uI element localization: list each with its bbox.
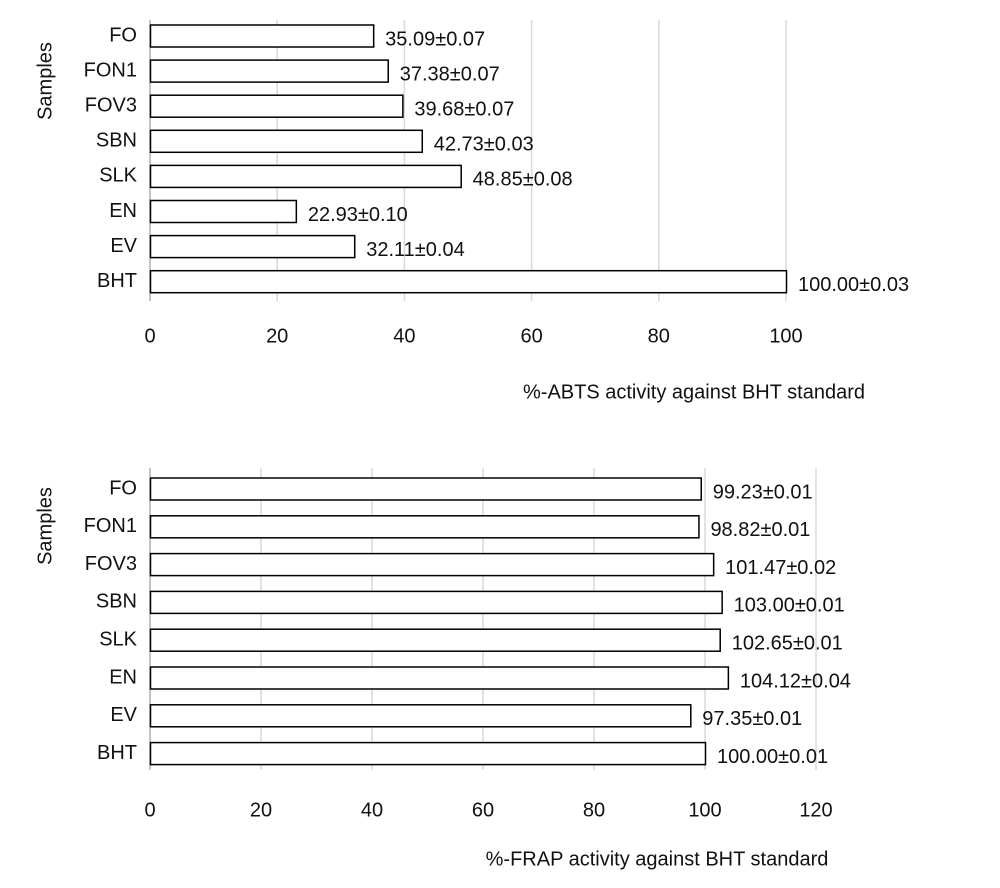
abts-data-label: 42.73±0.03 (433, 133, 534, 156)
abts-category-label: FO (109, 24, 137, 47)
abts-data-label: 22.93±0.10 (307, 203, 408, 226)
abts-bar-sbn (151, 130, 423, 152)
frap-bar-fov3 (151, 554, 714, 576)
abts-bar-bht (151, 271, 787, 293)
abts-data-label: 32.11±0.04 (366, 238, 465, 261)
frap-chart (34, 468, 851, 870)
frap-data-label: 98.82±0.01 (710, 519, 811, 542)
abts-bar-fon1 (151, 60, 389, 82)
frap-data-label: 100.00±0.01 (717, 745, 829, 768)
frap-category-label: FON1 (83, 515, 137, 538)
abts-category-label: BHT (97, 269, 137, 292)
abts-data-label: 48.85±0.08 (472, 168, 573, 191)
abts-bar-fo (151, 25, 374, 47)
frap-category-label: FO (109, 477, 137, 500)
abts-bar-fov3 (151, 95, 403, 117)
frap-data-labels (702, 481, 851, 768)
frap-data-label: 97.35±0.01 (702, 708, 803, 731)
abts-data-label: 37.38±0.07 (399, 63, 500, 86)
abts-x-tick-label: 40 (393, 325, 416, 348)
abts-category-labels (84, 24, 138, 292)
abts-bar-ev (151, 236, 355, 258)
frap-category-label: EN (109, 666, 137, 689)
abts-chart (34, 20, 909, 403)
abts-category-label: FON1 (83, 59, 137, 82)
frap-category-label: BHT (97, 741, 137, 764)
frap-data-label: 102.65±0.01 (731, 632, 843, 655)
abts-x-tick-label: 20 (266, 325, 289, 348)
frap-x-ticks (144, 799, 832, 821)
frap-bars (151, 478, 729, 765)
frap-x-tick-label: 100 (688, 799, 722, 822)
frap-category-labels (84, 477, 138, 764)
frap-category-label: SBN (95, 590, 137, 613)
frap-bar-bht (151, 743, 706, 765)
frap-x-tick-label: 80 (582, 799, 606, 822)
abts-y-axis-title: Samples (34, 42, 57, 120)
abts-data-label: 39.68±0.07 (414, 98, 515, 121)
abts-x-tick-label: 60 (520, 325, 543, 348)
abts-x-tick-label: 80 (647, 325, 670, 348)
frap-bar-fon1 (151, 516, 699, 538)
frap-x-tick-label: 20 (249, 799, 273, 822)
frap-data-label: 104.12±0.04 (739, 670, 851, 693)
abts-category-label: SLK (99, 164, 137, 187)
abts-x-ticks (144, 325, 802, 347)
frap-x-tick-label: 60 (471, 799, 495, 822)
frap-category-label: EV (110, 704, 137, 727)
frap-y-axis-title: Samples (34, 487, 57, 565)
frap-bar-slk (151, 629, 721, 651)
abts-data-label: 100.00±0.03 (798, 273, 910, 296)
abts-category-label: EV (110, 234, 137, 257)
abts-category-label: SBN (95, 129, 137, 152)
abts-bar-en (151, 201, 297, 223)
abts-x-tick-label: 100 (769, 325, 803, 348)
abts-category-label: FOV3 (84, 94, 137, 117)
abts-category-label: EN (109, 199, 137, 222)
frap-data-label: 101.47±0.02 (725, 556, 837, 579)
frap-data-label: 99.23±0.01 (712, 481, 813, 504)
abts-x-axis-title: %-ABTS activity against BHT standard (523, 381, 865, 404)
frap-bar-ev (151, 705, 691, 727)
frap-bar-en (151, 667, 729, 689)
frap-bar-sbn (151, 591, 723, 613)
frap-category-label: FOV3 (84, 552, 137, 575)
frap-x-tick-label: 40 (360, 799, 384, 822)
frap-category-label: SLK (99, 628, 137, 651)
abts-data-label: 35.09±0.07 (385, 28, 486, 51)
frap-x-tick-label: 120 (799, 799, 833, 822)
abts-data-labels (308, 28, 909, 296)
abts-x-tick-label: 0 (144, 325, 156, 348)
frap-bar-fo (151, 478, 702, 500)
abts-bar-slk (151, 165, 462, 187)
frap-x-tick-label: 0 (144, 799, 156, 822)
frap-data-label: 103.00±0.01 (733, 594, 845, 617)
frap-x-axis-title: %-FRAP activity against BHT standard (485, 848, 829, 871)
